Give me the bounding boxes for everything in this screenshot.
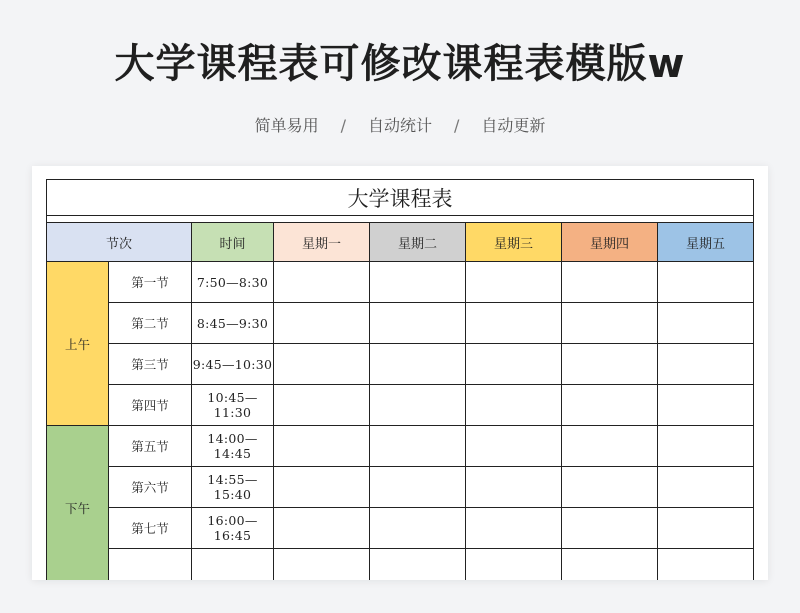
sheet-title-spacer bbox=[47, 216, 754, 223]
course-cell[interactable] bbox=[466, 467, 562, 508]
course-cell[interactable] bbox=[658, 549, 754, 581]
course-cell[interactable] bbox=[274, 303, 370, 344]
time-cell: 10:45—11:30 bbox=[192, 385, 274, 426]
schedule-row bbox=[47, 426, 754, 467]
course-cell[interactable] bbox=[658, 385, 754, 426]
time-cell bbox=[192, 549, 274, 581]
course-cell[interactable] bbox=[370, 549, 466, 581]
session-cell: 第一节 bbox=[109, 262, 192, 303]
schedule-sheet bbox=[46, 179, 754, 580]
time-cell: 9:45—10:30 bbox=[192, 344, 274, 385]
course-cell[interactable] bbox=[562, 344, 658, 385]
spreadsheet-preview-card bbox=[32, 166, 768, 580]
course-cell[interactable] bbox=[274, 467, 370, 508]
header-session: 节次 bbox=[47, 223, 192, 262]
course-cell[interactable] bbox=[274, 508, 370, 549]
time-cell: 14:00—14:45 bbox=[192, 426, 274, 467]
session-cell: 第二节 bbox=[109, 303, 192, 344]
course-cell[interactable] bbox=[562, 262, 658, 303]
session-cell: 第七节 bbox=[109, 508, 192, 549]
header-time: 时间 bbox=[192, 223, 274, 262]
session-cell: 第四节 bbox=[109, 385, 192, 426]
course-cell[interactable] bbox=[466, 344, 562, 385]
session-cell: 第五节 bbox=[109, 426, 192, 467]
course-cell[interactable] bbox=[562, 303, 658, 344]
course-cell[interactable] bbox=[466, 426, 562, 467]
course-cell[interactable] bbox=[466, 303, 562, 344]
header-wednesday: 星期三 bbox=[466, 223, 562, 262]
header-friday: 星期五 bbox=[658, 223, 754, 262]
course-cell[interactable] bbox=[658, 508, 754, 549]
course-cell[interactable] bbox=[658, 344, 754, 385]
time-cell: 7:50—8:30 bbox=[192, 262, 274, 303]
feature-tags bbox=[0, 113, 800, 136]
course-cell[interactable] bbox=[466, 549, 562, 581]
session-cell bbox=[109, 549, 192, 581]
course-cell[interactable] bbox=[370, 508, 466, 549]
schedule-row bbox=[47, 549, 754, 581]
course-cell[interactable] bbox=[370, 344, 466, 385]
tag-separator: / bbox=[340, 116, 346, 135]
schedule-row bbox=[47, 467, 754, 508]
schedule-row bbox=[47, 508, 754, 549]
tag-auto-stats: 自动统计 bbox=[367, 116, 432, 135]
course-cell[interactable] bbox=[274, 426, 370, 467]
course-cell[interactable] bbox=[466, 508, 562, 549]
course-cell[interactable] bbox=[274, 385, 370, 426]
course-cell[interactable] bbox=[562, 549, 658, 581]
header-tuesday: 星期二 bbox=[370, 223, 466, 262]
tag-easy-use: 简单易用 bbox=[254, 116, 319, 135]
time-cell: 16:00—16:45 bbox=[192, 508, 274, 549]
course-cell[interactable] bbox=[370, 262, 466, 303]
course-cell[interactable] bbox=[658, 262, 754, 303]
course-cell[interactable] bbox=[658, 467, 754, 508]
course-cell[interactable] bbox=[658, 303, 754, 344]
sheet-title: 大学课程表 bbox=[47, 180, 754, 216]
course-cell[interactable] bbox=[562, 385, 658, 426]
course-cell[interactable] bbox=[370, 385, 466, 426]
course-cell[interactable] bbox=[562, 467, 658, 508]
session-cell: 第六节 bbox=[109, 467, 192, 508]
session-cell: 第三节 bbox=[109, 344, 192, 385]
course-cell[interactable] bbox=[274, 344, 370, 385]
course-cell[interactable] bbox=[274, 262, 370, 303]
header-thursday: 星期四 bbox=[562, 223, 658, 262]
schedule-row bbox=[47, 303, 754, 344]
period-afternoon: 下午 bbox=[47, 426, 109, 581]
course-cell[interactable] bbox=[370, 467, 466, 508]
course-cell[interactable] bbox=[658, 426, 754, 467]
course-cell[interactable] bbox=[562, 508, 658, 549]
header-row bbox=[47, 223, 754, 262]
course-cell[interactable] bbox=[466, 262, 562, 303]
schedule-row bbox=[47, 385, 754, 426]
page-title: 大学课程表可修改课程表模版w bbox=[114, 41, 686, 87]
course-cell[interactable] bbox=[370, 426, 466, 467]
tag-separator: / bbox=[454, 116, 460, 135]
course-cell[interactable] bbox=[562, 426, 658, 467]
schedule-table bbox=[46, 179, 754, 580]
header-monday: 星期一 bbox=[274, 223, 370, 262]
time-cell: 8:45—9:30 bbox=[192, 303, 274, 344]
course-cell[interactable] bbox=[466, 385, 562, 426]
course-cell[interactable] bbox=[274, 549, 370, 581]
time-cell: 14:55—15:40 bbox=[192, 467, 274, 508]
tag-auto-update: 自动更新 bbox=[481, 116, 546, 135]
schedule-row bbox=[47, 344, 754, 385]
schedule-row bbox=[47, 262, 754, 303]
course-cell[interactable] bbox=[370, 303, 466, 344]
period-morning: 上午 bbox=[47, 262, 109, 426]
